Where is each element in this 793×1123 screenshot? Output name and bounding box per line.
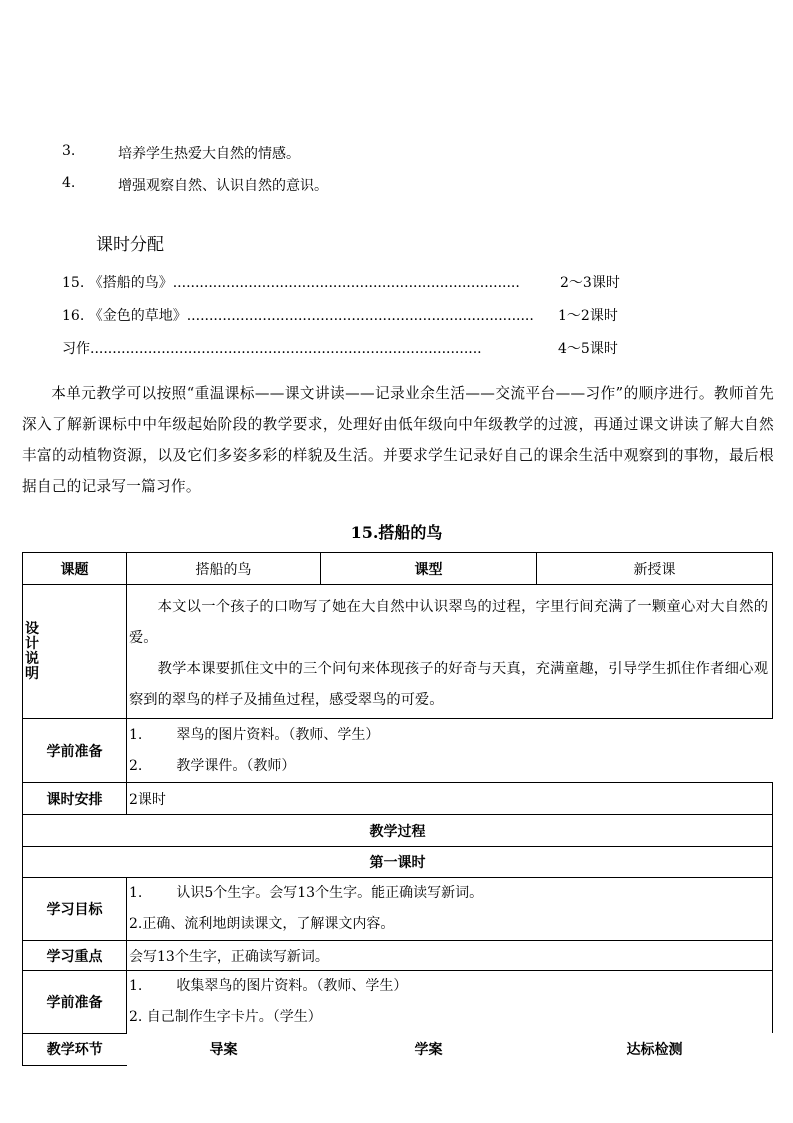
schedule-item-15 xyxy=(62,272,624,292)
schedule-heading: 课时分配 xyxy=(96,235,164,255)
dot-leader: .............................................................................. xyxy=(172,275,520,291)
schedule-item-writing-label: 习作 xyxy=(62,341,90,357)
type-value: 新授课 xyxy=(537,553,773,585)
prep2-item-2 xyxy=(129,1002,772,1033)
prep2-item-1-num: 1. xyxy=(129,978,143,994)
prep-item-1-num: 1. xyxy=(129,726,143,743)
prep2-content xyxy=(127,971,773,1034)
prep-content xyxy=(127,719,773,783)
design-label-char: 设 xyxy=(25,620,39,637)
topic-label: 课题 xyxy=(23,553,127,585)
hours-row xyxy=(23,783,773,815)
prep-item-1 xyxy=(129,720,773,751)
focus-label: 学习重点 xyxy=(23,941,127,971)
footer-header-stage: 教学环节 xyxy=(23,1033,127,1065)
schedule-item-15-hours: 2～3课时 xyxy=(558,272,630,292)
design-label xyxy=(23,585,127,719)
goal-item-1 xyxy=(129,878,772,909)
prep2-item-2-text: 2. 自己制作生字卡片。（学生） xyxy=(129,1009,322,1025)
design-label-char: 计 xyxy=(25,635,39,652)
first-lesson-label: 第一课时 xyxy=(23,847,773,878)
schedule-item-16-label: 16. 《金色的草地》 xyxy=(62,308,187,324)
focus-value: 会写13个生字，正确读写新词。 xyxy=(127,941,773,971)
goals-content xyxy=(127,878,773,941)
goals-row xyxy=(23,878,773,941)
prep2-row xyxy=(23,971,773,1034)
schedule-item-16-hours: 1～2课时 xyxy=(556,305,628,325)
footer-header-row xyxy=(23,1033,773,1065)
schedule-item-16 xyxy=(62,305,624,325)
design-label-char: 说 xyxy=(25,650,39,667)
design-label-char: 明 xyxy=(25,665,39,682)
footer-header-guide: 导案 xyxy=(209,1042,238,1058)
prep-item-2-text: 教学课件。（教师） xyxy=(176,757,296,774)
goal-item-2-text: 2.正确、流利地朗读课文，了解课文内容。 xyxy=(129,916,395,932)
schedule-item-writing xyxy=(62,338,624,358)
prep-row xyxy=(23,719,773,783)
prep2-item-1 xyxy=(129,971,772,1002)
goals-label: 学习目标 xyxy=(23,878,127,941)
prep-item-2 xyxy=(129,751,773,782)
lesson-title: 15.搭船的鸟 xyxy=(350,523,443,542)
prep-label: 学前准备 xyxy=(23,719,127,783)
process-label: 教学过程 xyxy=(23,815,773,847)
dot-leader: .............................................................................. xyxy=(186,308,534,324)
goal-item-2 xyxy=(129,909,772,940)
first-lesson-row xyxy=(23,847,773,878)
prep2-item-1-text: 收集翠鸟的图片资料。（教师、学生） xyxy=(176,978,408,994)
objective-3-text: 培养学生热爱大自然的情感。 xyxy=(118,146,300,162)
footer-header-check: 达标检测 xyxy=(626,1042,683,1058)
goal-item-1-text: 认识5个生字。会写13个生字。能正确读写新词。 xyxy=(176,885,484,901)
design-row xyxy=(23,585,773,719)
topic-value: 搭船的鸟 xyxy=(127,553,321,585)
design-paragraph-2: 教学本课要抓住文中的三个问句来体现孩子的好奇与天真，充满童趣，引导学生抓住作者细心观察到的翠鸟的样子及捕鱼过程，感受翠鸟的可爱。 xyxy=(129,660,768,708)
design-content xyxy=(127,585,773,719)
goal-item-1-num: 1. xyxy=(129,885,143,901)
type-label: 课型 xyxy=(321,553,537,585)
schedule-item-15-label: 15. 《搭船的鸟》 xyxy=(62,275,173,291)
objective-4-text: 增强观察自然、认识自然的意识。 xyxy=(118,178,328,194)
prep-item-1-text: 翠鸟的图片资料。（教师、学生） xyxy=(176,726,380,743)
topic-row xyxy=(23,553,773,585)
prep-item-2-num: 2. xyxy=(129,757,143,774)
lesson-plan-table xyxy=(22,552,773,1066)
hours-label: 课时安排 xyxy=(23,783,127,815)
unit-description-paragraph: 本单元教学可以按照“重温课标——课文讲读——记录业余生活——交流平台——习作”的顺序进行。教师首先深入了解新课标中中年级起始阶段的教学要求，处理好由低年级向中年级教学的过渡，再通过课文讲读了解大自然丰富的动植物资源，以及它们多姿多彩的样貌及生活。并要求学生记录好自己的课余生活中观察到的事物，最后根据自己的记录写一篇习作。 xyxy=(22,385,774,495)
focus-row xyxy=(23,941,773,971)
hours-value: 2课时 xyxy=(127,783,773,815)
dot-leader: ........................................................................................ xyxy=(90,341,482,357)
footer-header-study: 学案 xyxy=(414,1042,443,1058)
schedule-item-writing-hours: 4～5课时 xyxy=(556,338,628,358)
objective-3-number: 3. xyxy=(62,143,76,159)
design-paragraph-1: 本文以一个孩子的口吻写了她在大自然中认识翠鸟的过程，字里行间充满了一颗童心对大自然的爱。 xyxy=(129,598,768,646)
process-row xyxy=(23,815,773,847)
prep2-label: 学前准备 xyxy=(23,971,127,1034)
objective-4-number: 4. xyxy=(62,175,76,191)
